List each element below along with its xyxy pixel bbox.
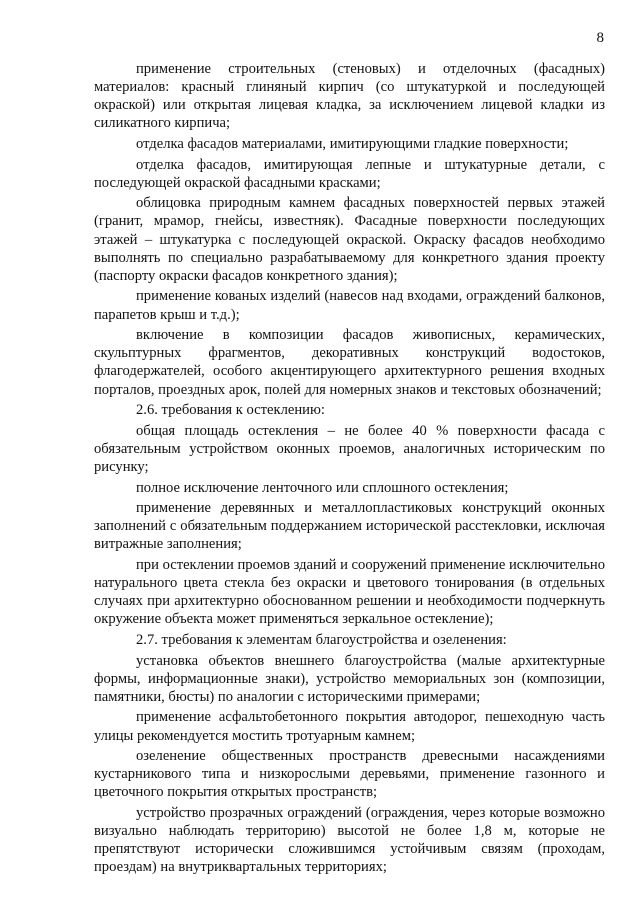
paragraph-no-strip-glazing: полное исключение ленточного или сплошного остекления; xyxy=(136,479,509,496)
section-heading-glazing: 2.6. требования к остеклению: xyxy=(136,402,325,419)
section-heading-landscaping: 2.7. требования к элементам благоустройства и озеленения: xyxy=(136,631,507,648)
paragraph-paving: применение асфальтобетонного покрытия автодорог, пешеходную часть улицы рекомендуется мостить тротуарным камнем; xyxy=(94,709,605,744)
paragraph-glazing-area: общая площадь остекления – не более 40 % поверхности фасада с обязательным устройством оконных проемов, аналогичных историческим по рисунку; xyxy=(94,422,605,476)
paragraph-glass-color: при остеклении проемов зданий и сооружений применение исключительно натурального цвета стекла без окраски и цветового тонирования (в отдельных случаях при архитектурно обоснованном решении и необходимости подчеркнуть окружение объекта может применяться зеркальное остекление); xyxy=(94,556,606,628)
paragraph-smooth-finish: отделка фасадов материалами, имитирующими гладкие поверхности; xyxy=(136,136,569,153)
paragraph-window-frames: применение деревянных и металлопластиковых конструкций оконных заполнений с обязательным поддержанием исторической расстекловки, исключая витражные заполнения; xyxy=(94,500,605,553)
paragraph-forged-items: применение кованых изделий (навесов над входами, ограждений балконов, парапетов крыш и т.д.); xyxy=(94,288,605,323)
paragraph-outdoor-objects: установка объектов внешнего благоустройства (малые архитектурные формы, информационные знаки), устройство мемориальных зон (композиции, памятники, бюсты) по аналогии с историческими примерами; xyxy=(94,652,605,705)
paragraph-greening: озеленение общественных пространств древесными насаждениями кустарникового типа и низкорослыми деревьями, применение газонного и цветочного покрытия открытых пространств; xyxy=(94,748,605,801)
paragraph-stucco-finish: отделка фасадов, имитирующая лепные и штукатурные детали, с последующей окраской фасадными красками; xyxy=(94,156,605,191)
page-number: 8 xyxy=(596,30,604,46)
paragraph-stone-cladding: облицовка природным камнем фасадных поверхностей первых этажей (гранит, мрамор, гнейсы, известняк). Фасадные поверхности последующих этажей – штукатурка с последующей окраской. Окраску фасадов необходимо выполнять по специально разрабатываемому для конкретного здания проекту (паспорту окраски фасадов конкретного здания); xyxy=(94,195,605,284)
document-body xyxy=(94,60,605,879)
paragraph-materials: применение строительных (стеновых) и отделочных (фасадных) материалов: красный глиняный кирпич (со штукатуркой и последующей окраской) или открытая лицевая кладка, за исключением лицевой кладки из силикатного кирпича; xyxy=(94,61,605,132)
paragraph-decor-inclusion: включение в композиции фасадов живописных, керамических, скульптурных фрагментов, декоративных конструкций водостоков, флагодержателей, особого акцентирующего архитектурного решения входных порталов, проездных арок, полей для номерных знаков и текстовых обозначений; xyxy=(94,327,605,398)
paragraph-fences: устройство прозрачных ограждений (ограждения, через которые возможно визуально наблюдать территорию) высотой не более 1,8 м, которые не препятствуют исторически сложившимся устойчивым связям (проходам, проездам) на внутриквартальных территориях; xyxy=(94,804,605,876)
